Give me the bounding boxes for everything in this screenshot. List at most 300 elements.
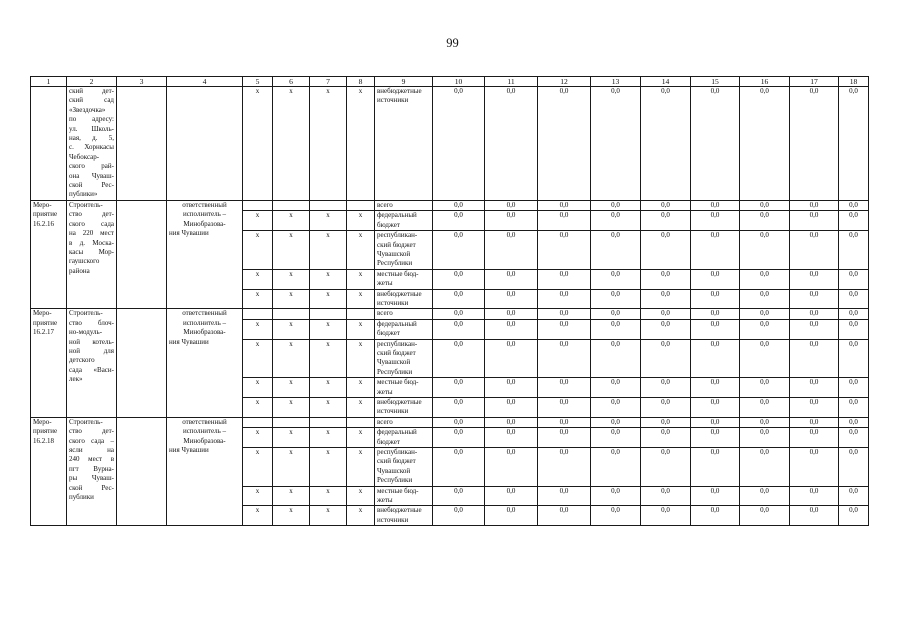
measure-name-line: ский сад [69,96,114,105]
amount-cell: 0,0 [485,339,538,378]
amount-cell: 0,0 [641,309,691,319]
amount-cell: 0,0 [538,339,591,378]
amount-cell: 0,0 [790,211,839,231]
executor-line: ния Чувашии [169,337,209,346]
amount-cell: 0,0 [591,378,641,398]
column-number: 5 [243,77,273,87]
funding-source-line: Чувашской [377,466,411,475]
x-mark-cell: х [273,339,310,378]
executor-line: Минобразова- [183,219,226,228]
amount-cell: 0,0 [839,398,869,418]
amount-cell: 0,0 [790,200,839,210]
executor-line: исполнитель – [182,318,227,327]
amount-cell: 0,0 [591,289,641,309]
amount-cell: 0,0 [790,269,839,289]
executor-line: Минобразова- [183,436,226,445]
measure-name-line: лек» [69,375,83,384]
funding-source-line: внебюджетные [377,506,422,515]
measure-name-line: «Звездочка» [69,105,106,114]
column-number: 2 [67,77,117,87]
x-mark-cell: х [347,269,375,289]
x-mark-cell: х [243,448,273,487]
x-mark-cell: х [310,339,347,378]
measure-name-line: Чебоксар- [69,152,100,161]
amount-cell: 0,0 [740,309,790,319]
x-mark-cell [273,309,310,319]
measure-name-line: ского сада – [69,436,114,445]
executor-line: исполнитель – [182,427,227,436]
amount-cell: 0,0 [433,269,485,289]
x-mark-cell [273,417,310,427]
amount-cell: 0,0 [433,486,485,506]
funding-source-line: всего [377,309,393,318]
executor-cell [167,309,243,417]
amount-cell: 0,0 [790,378,839,398]
measure-name-line: ная, д. 5, [69,134,114,143]
amount-cell: 0,0 [839,319,869,339]
measure-name-line: 240 мест в [69,455,114,464]
table-row [31,200,869,210]
x-mark-cell: х [310,319,347,339]
x-mark-cell: х [310,231,347,270]
amount-cell: 0,0 [691,448,740,487]
funding-source-line: источники [377,298,409,307]
executor-line: ответственный [182,200,227,209]
funding-source-line: Республики [377,367,413,376]
amount-cell: 0,0 [839,448,869,487]
column-number: 13 [591,77,641,87]
x-mark-cell: х [310,398,347,418]
funding-source-line: федеральный [377,428,417,437]
x-mark-cell: х [273,398,310,418]
funding-source-line: жеты [377,387,393,396]
amount-cell: 0,0 [433,309,485,319]
measure-name-line: касы Мор- [69,247,114,256]
x-mark-cell: х [310,289,347,309]
funding-source-line: бюджет [377,220,400,229]
amount-cell: 0,0 [591,428,641,448]
measure-name-line: ского рай- [69,162,114,171]
amount-cell: 0,0 [839,211,869,231]
funding-source-line: Чувашской [377,358,411,367]
measure-name-line: района [69,266,90,275]
amount-cell: 0,0 [591,200,641,210]
x-mark-cell: х [273,269,310,289]
amount-cell: 0,0 [641,378,691,398]
amount-cell: 0,0 [691,211,740,231]
amount-cell: 0,0 [433,378,485,398]
column-number: 10 [433,77,485,87]
column-number: 18 [839,77,869,87]
measure-code-line: 16.2.18 [33,436,54,445]
amount-cell: 0,0 [740,319,790,339]
funding-source-line: бюджет [377,329,400,338]
amount-cell: 0,0 [591,486,641,506]
amount-cell: 0,0 [485,211,538,231]
measure-name-line: Строитель- [69,200,103,209]
amount-cell: 0,0 [538,398,591,418]
column-number: 11 [485,77,538,87]
x-mark-cell: х [347,448,375,487]
amount-cell: 0,0 [740,289,790,309]
column-number: 9 [375,77,433,87]
funding-source-line: местные бюд- [377,486,419,495]
column-number: 8 [347,77,375,87]
measure-name-line: но-модуль- [69,328,103,337]
amount-cell: 0,0 [740,428,790,448]
measure-code-line: Меро- [33,309,52,318]
x-mark-cell: х [273,211,310,231]
amount-cell: 0,0 [591,417,641,427]
x-mark-cell: х [347,289,375,309]
x-mark-cell: х [347,428,375,448]
column-number: 4 [167,77,243,87]
measure-name-line: гаушского [69,257,100,266]
column-number: 14 [641,77,691,87]
funding-source-line: всего [377,417,393,426]
funding-source-line: всего [377,200,393,209]
measure-name-line: ство блоч- [69,318,114,327]
amount-cell: 0,0 [485,428,538,448]
measure-name-line: публики [69,493,94,502]
x-mark-cell [347,200,375,210]
amount-cell: 0,0 [485,398,538,418]
column-number: 3 [117,77,167,87]
funding-source-cell [375,448,433,487]
executor-line: ответственный [182,309,227,318]
amount-cell: 0,0 [691,231,740,270]
executor-line: ния Чувашии [169,229,209,238]
amount-cell: 0,0 [691,378,740,398]
x-mark-cell: х [273,87,310,201]
funding-source-line: жеты [377,279,393,288]
column-number: 6 [273,77,310,87]
amount-cell: 0,0 [433,231,485,270]
amount-cell: 0,0 [591,319,641,339]
x-mark-cell: х [310,506,347,526]
x-mark-cell [347,417,375,427]
x-mark-cell: х [273,448,310,487]
measure-name-line: она Чуваш- [69,171,114,180]
x-mark-cell: х [347,87,375,201]
amount-cell: 0,0 [641,231,691,270]
amount-cell: 0,0 [485,486,538,506]
x-mark-cell: х [273,319,310,339]
funding-source-line: жеты [377,496,393,505]
x-mark-cell: х [347,211,375,231]
amount-cell: 0,0 [591,269,641,289]
amount-cell: 0,0 [433,339,485,378]
measure-name-line: на 220 мест [69,229,114,238]
measure-code-cell [31,417,67,525]
measure-name-line: пгт Вурна- [69,464,114,473]
amount-cell: 0,0 [538,289,591,309]
amount-cell: 0,0 [790,231,839,270]
x-mark-cell: х [347,339,375,378]
amount-cell: 0,0 [485,417,538,427]
x-mark-cell: х [347,231,375,270]
x-mark-cell [310,200,347,210]
funding-source-cell [375,309,433,319]
funding-source-line: республикан- [377,448,418,457]
x-mark-cell: х [310,87,347,201]
measure-name-line: публики» [69,190,98,199]
measure-name-line: сада «Васи- [69,365,114,374]
executor-line: ответственный [182,417,227,426]
amount-cell: 0,0 [839,339,869,378]
column-number: 1 [31,77,67,87]
amount-cell: 0,0 [691,428,740,448]
measure-name-line: ной котель- [69,337,114,346]
executor-cell [167,417,243,525]
column-number: 12 [538,77,591,87]
amount-cell: 0,0 [790,486,839,506]
measure-code-line: приятие [33,210,58,219]
x-mark-cell: х [243,486,273,506]
x-mark-cell [273,200,310,210]
amount-cell: 0,0 [641,269,691,289]
amount-cell: 0,0 [538,319,591,339]
funding-source-cell [375,269,433,289]
amount-cell: 0,0 [485,87,538,201]
x-mark-cell [243,200,273,210]
amount-cell: 0,0 [433,448,485,487]
amount-cell: 0,0 [641,428,691,448]
x-mark-cell: х [243,319,273,339]
amount-cell: 0,0 [591,87,641,201]
amount-cell: 0,0 [740,448,790,487]
amount-cell: 0,0 [433,289,485,309]
measure-code-cell [31,309,67,417]
amount-cell: 0,0 [691,486,740,506]
amount-cell: 0,0 [485,319,538,339]
amount-cell: 0,0 [839,486,869,506]
x-mark-cell: х [310,448,347,487]
funding-source-cell [375,417,433,427]
amount-cell: 0,0 [433,398,485,418]
executor-line: исполнитель – [182,210,227,219]
funding-source-cell [375,211,433,231]
funding-source-line: внебюджетные [377,289,422,298]
amount-cell: 0,0 [641,211,691,231]
funding-source-line: внебюджетные [377,398,422,406]
amount-cell: 0,0 [591,339,641,378]
amount-cell: 0,0 [538,309,591,319]
amount-cell: 0,0 [433,319,485,339]
amount-cell: 0,0 [691,506,740,526]
amount-cell: 0,0 [641,319,691,339]
funding-source-cell [375,200,433,210]
executor-line: ния Чувашии [169,446,209,455]
amount-cell: 0,0 [538,87,591,201]
measure-name-line: ство дет- [69,210,114,219]
amount-cell: 0,0 [591,506,641,526]
executor-cell [167,87,243,201]
empty-cell [117,200,167,308]
x-mark-cell: х [310,269,347,289]
amount-cell: 0,0 [641,417,691,427]
amount-cell: 0,0 [790,319,839,339]
amount-cell: 0,0 [591,398,641,418]
empty-cell [117,417,167,525]
measure-code-line: приятие [33,427,58,436]
measure-name-line: в д. Моска- [69,238,114,247]
amount-cell: 0,0 [538,428,591,448]
amount-cell: 0,0 [641,448,691,487]
amount-cell: 0,0 [433,87,485,201]
amount-cell: 0,0 [485,309,538,319]
x-mark-cell: х [310,211,347,231]
amount-cell: 0,0 [691,319,740,339]
funding-source-line: Республики [377,476,413,485]
funding-source-line: бюджет [377,437,400,446]
continuation-row [31,87,869,201]
funding-source-line: республикан- [377,339,418,348]
x-mark-cell: х [243,428,273,448]
measure-name-line: ской Рес- [69,483,114,492]
amount-cell: 0,0 [691,289,740,309]
funding-source-line: источники [377,515,409,524]
funding-source-line: ский бюджет [377,240,416,249]
executor-line: Минобразова- [183,328,226,337]
x-mark-cell: х [273,231,310,270]
measure-code-line: Меро- [33,200,52,209]
amount-cell: 0,0 [485,231,538,270]
measure-code-line: приятие [33,318,58,327]
x-mark-cell: х [347,319,375,339]
funding-source-cell [375,289,433,309]
x-mark-cell: х [273,486,310,506]
amount-cell: 0,0 [538,231,591,270]
funding-source-cell [375,378,433,398]
x-mark-cell: х [347,398,375,418]
funding-source-cell [375,506,433,526]
empty-cell [117,87,167,201]
measure-name-line: ской Рес- [69,181,114,190]
amount-cell: 0,0 [538,486,591,506]
measure-name-cell [67,87,117,201]
amount-cell: 0,0 [839,309,869,319]
amount-cell: 0,0 [740,87,790,201]
amount-cell: 0,0 [740,231,790,270]
x-mark-cell: х [347,486,375,506]
amount-cell: 0,0 [790,417,839,427]
funding-source-line: Республики [377,259,413,268]
x-mark-cell [310,309,347,319]
budget-table [30,76,869,526]
amount-cell: 0,0 [740,506,790,526]
amount-cell: 0,0 [691,269,740,289]
amount-cell: 0,0 [790,309,839,319]
amount-cell: 0,0 [691,87,740,201]
measure-name-line: Строитель- [69,309,103,318]
x-mark-cell: х [347,506,375,526]
amount-cell: 0,0 [641,398,691,418]
amount-cell: 0,0 [641,200,691,210]
funding-source-cell [375,339,433,378]
funding-source-line: местные бюд- [377,269,419,278]
amount-cell: 0,0 [790,398,839,418]
x-mark-cell: х [243,289,273,309]
amount-cell: 0,0 [839,200,869,210]
amount-cell: 0,0 [485,269,538,289]
amount-cell: 0,0 [538,211,591,231]
x-mark-cell: х [243,398,273,418]
amount-cell: 0,0 [691,398,740,418]
amount-cell: 0,0 [790,428,839,448]
measure-name-line: Строитель- [69,417,103,426]
x-mark-cell: х [243,378,273,398]
x-mark-cell: х [310,428,347,448]
amount-cell: 0,0 [740,339,790,378]
empty-cell [117,309,167,417]
x-mark-cell: х [347,378,375,398]
amount-cell: 0,0 [485,200,538,210]
measure-code-line: 16.2.16 [33,219,54,228]
funding-source-cell: внебюджетные источники [375,87,433,201]
amount-cell: 0,0 [790,339,839,378]
amount-cell: 0,0 [433,417,485,427]
measure-name-line: с. Хорнкасы [69,143,114,152]
amount-cell: 0,0 [641,486,691,506]
amount-cell: 0,0 [538,378,591,398]
amount-cell: 0,0 [839,231,869,270]
amount-cell: 0,0 [691,339,740,378]
amount-cell: 0,0 [839,289,869,309]
amount-cell: 0,0 [839,417,869,427]
measure-name-line: ры Чуваш- [69,474,114,483]
column-number: 16 [740,77,790,87]
amount-cell: 0,0 [790,289,839,309]
x-mark-cell: х [243,339,273,378]
table-row [31,417,869,427]
amount-cell: 0,0 [790,87,839,201]
table-row [31,309,869,319]
measure-code-line: 16.2.17 [33,328,54,337]
measure-name-line: ул. Школь- [69,124,114,133]
amount-cell: 0,0 [740,378,790,398]
amount-cell: 0,0 [641,87,691,201]
measure-name-line: детского [69,356,95,365]
amount-cell: 0,0 [691,417,740,427]
funding-source-cell [375,398,433,418]
amount-cell: 0,0 [591,231,641,270]
funding-source-line: республикан- [377,231,418,240]
x-mark-cell: х [273,378,310,398]
funding-source-line: Чувашской [377,249,411,258]
x-mark-cell: х [243,211,273,231]
x-mark-cell: х [273,428,310,448]
amount-cell: 0,0 [740,398,790,418]
amount-cell: 0,0 [538,417,591,427]
amount-cell: 0,0 [538,448,591,487]
measure-name-cell [67,309,117,417]
amount-cell: 0,0 [740,269,790,289]
x-mark-cell: х [310,486,347,506]
page-number: 99 [446,36,459,50]
funding-source-line: источники [377,407,409,416]
column-number: 7 [310,77,347,87]
measure-name-line: ский дет- [69,87,114,95]
column-number: 15 [691,77,740,87]
amount-cell: 0,0 [740,200,790,210]
column-number: 17 [790,77,839,87]
funding-source-cell [375,231,433,270]
amount-cell: 0,0 [433,211,485,231]
measure-name-cell [67,417,117,525]
funding-source-line: ский бюджет [377,348,416,357]
amount-cell: 0,0 [538,200,591,210]
